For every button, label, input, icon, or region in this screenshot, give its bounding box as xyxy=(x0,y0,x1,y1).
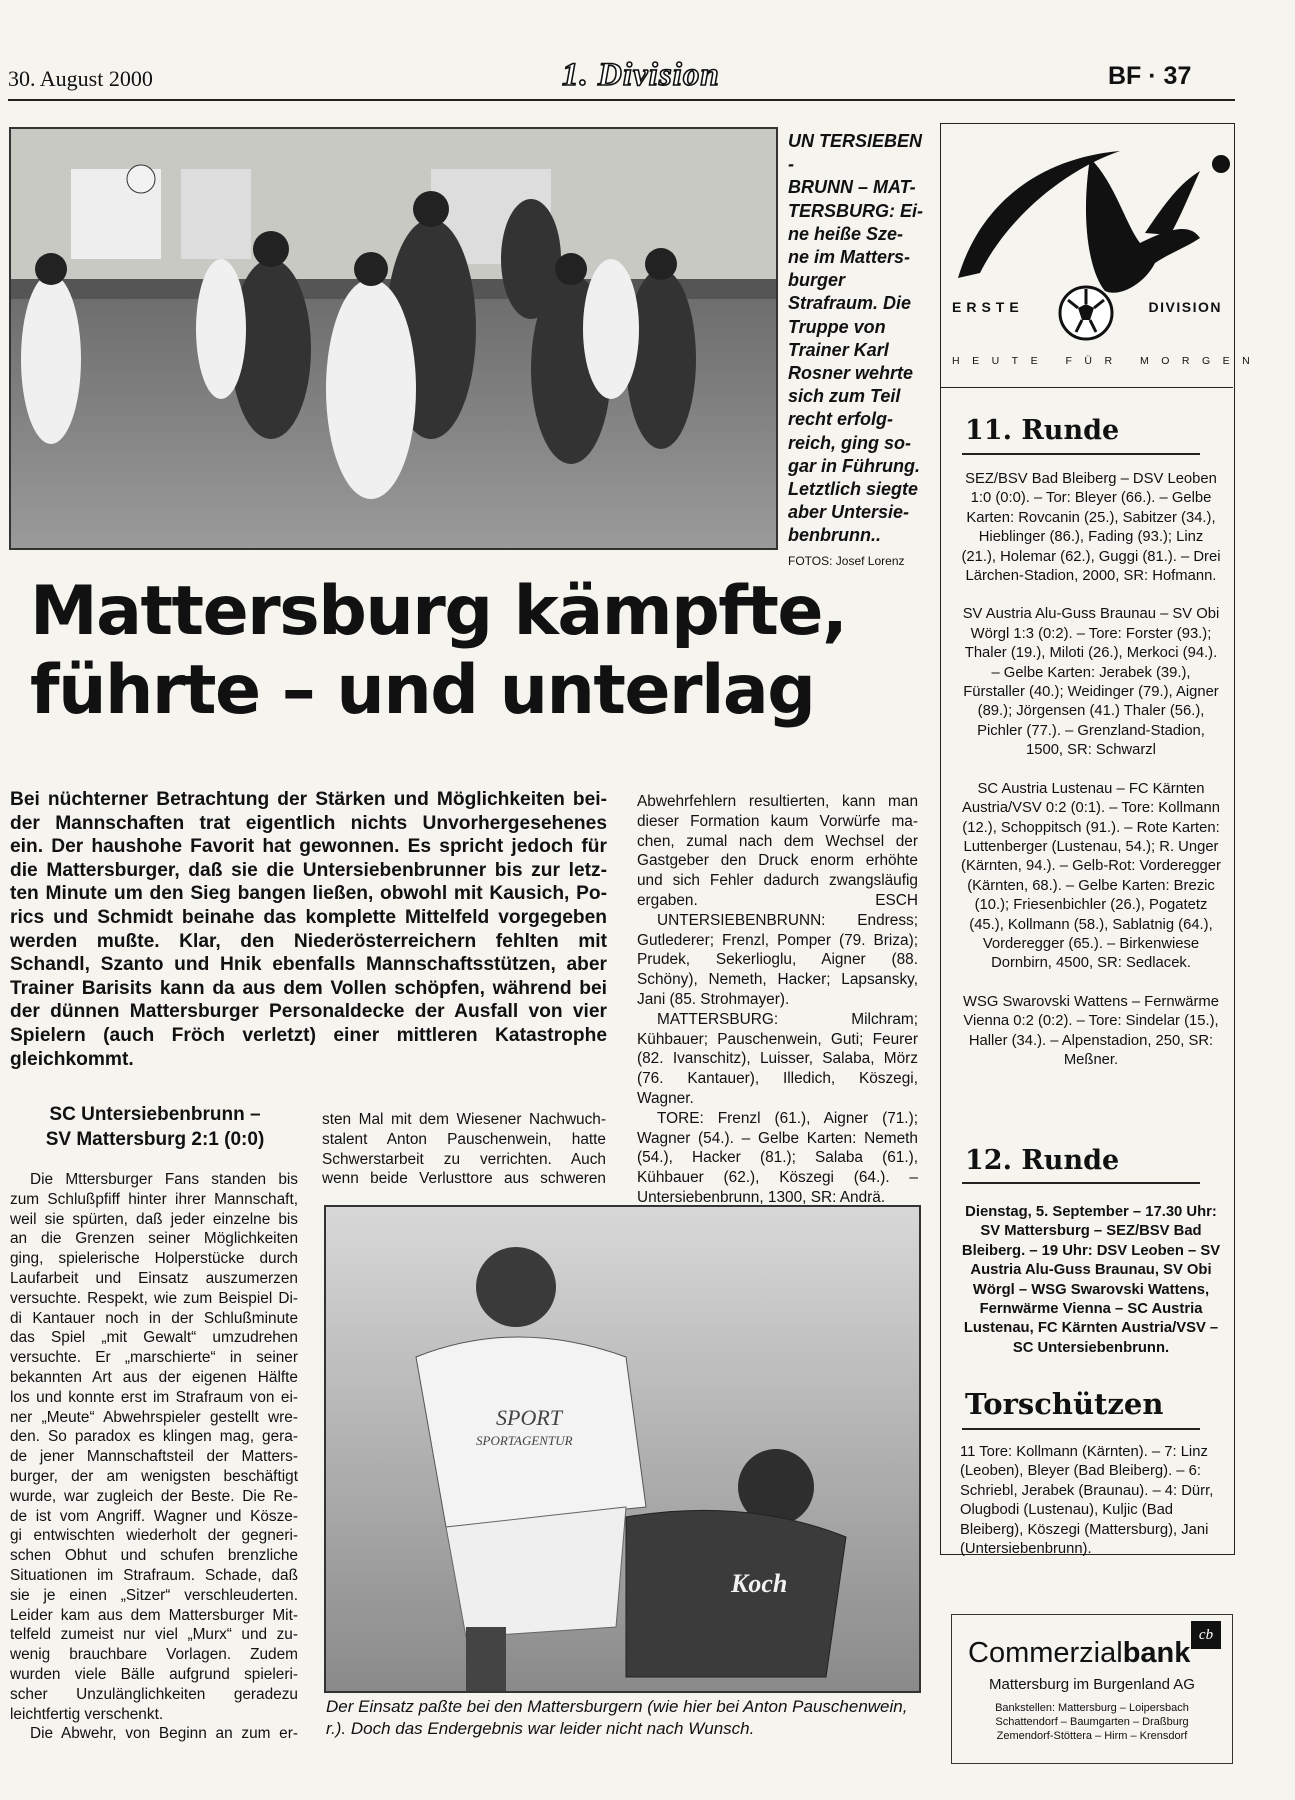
football-icon xyxy=(1056,284,1116,347)
page-number: BF · 37 xyxy=(1108,62,1192,90)
caption-line: sich zum Teil xyxy=(788,386,901,407)
shirt-sponsor-koch: Koch xyxy=(731,1569,788,1598)
body-line: Die Mttersburger Fans standen bis xyxy=(30,1171,298,1188)
bank-name xyxy=(968,1637,1190,1670)
round-12-rule xyxy=(962,1182,1200,1184)
headline-line-1: Mattersburg kämpfte, xyxy=(30,572,847,651)
top-photo-image xyxy=(11,129,776,548)
lead-line: gleichkommt. xyxy=(10,1048,134,1070)
scorers-rule xyxy=(962,1428,1200,1430)
caption-line: Truppe von xyxy=(788,316,886,337)
body-line: an die Grenzen seiner Möglichkeiten xyxy=(10,1230,298,1248)
body-line: stalent Anton Pauschenwein, hatte xyxy=(322,1130,606,1148)
bank-branches-line-2: Schattendorf – Baumgarten – Draßburg xyxy=(995,1716,1189,1728)
body-line: de jener Mannschaftsteil der Matters- xyxy=(10,1448,298,1466)
body-line: gi entwischten wiederholt der gegneri- xyxy=(10,1527,298,1545)
body-line: wurden viele Bälle aufgrund spieleri- xyxy=(10,1665,298,1683)
bank-name-regular: Commerzial xyxy=(968,1637,1123,1669)
body-line: wenig brauchbare Vorlagen. Zudem xyxy=(10,1646,298,1664)
lead-line: die Mattersburger, daß sie die Untersiebenbrunner bis zur letz- xyxy=(10,859,607,881)
bank-logo-icon: cb xyxy=(1191,1621,1221,1649)
caption-line: burger xyxy=(788,270,846,291)
author-initials: ESCH xyxy=(875,891,918,909)
scorers-title: Torschützen xyxy=(965,1387,1164,1421)
lead-line: der dünnen Mattersburger Personaldecke der Ausfall von vier xyxy=(10,1001,607,1023)
lead-line: rics und Schmidt beinahe das komplette Mittelfeld vorgegeben xyxy=(10,906,607,928)
logo-slogan: HEUTE FÜR MORGEN xyxy=(952,355,1263,367)
bank-advertisement xyxy=(951,1614,1233,1764)
caption-line: benbrunn.. xyxy=(788,525,881,546)
caption-line: ne heiße Sze- xyxy=(788,223,904,244)
body-line: Laufarbeit und Einsatz auszumerzen xyxy=(10,1269,298,1287)
body-line: wurde, war zugleich der Beste. Die Re- xyxy=(10,1487,298,1505)
bank-subtitle: Mattersburg im Burgenland AG xyxy=(989,1676,1195,1693)
body-line: de ist vom Angriff. Wagner und Kösze- xyxy=(10,1507,298,1525)
body-line: los und konnte erst im Strafraum von ei- xyxy=(10,1388,298,1406)
lead-line: ten Minute um den Sieg bangen ließen, obwohl mit Kausich, Po- xyxy=(10,883,607,905)
caption-line: BRUNN – MAT- xyxy=(788,177,916,198)
goals-and-cards: TORE: Frenzl (61.), Aigner (71.); Wagner (54.). – Gelbe Karten: Nemeth (54.), Hacker (81.); Salaba (61.), Kühbauer (62.), Köszegi (64.). – Untersiebenbrunn, 1300, SR: Andrä. xyxy=(637,1109,918,1206)
scorers-list: 11 Tore: Kollmann (Kärnten). – 7: Linz (Leoben), Bleyer (Bad Bleiberg). – 6: Schriebl, Jerabek (Braunau). – 4: Dürr, Olugbodi (Lustenau), Kuljic (Bad Bleiberg), Köszegi (Mattersburg), Jani (Untersiebenbrunn). xyxy=(960,1444,1214,1558)
round-12-schedule: Dienstag, 5. September – 17.30 Uhr: SV Mattersburg – SEZ/BSV Bad Bleiberg. – 19 Uhr: DSV Leoben – SV Austria Alu-Guss Braunau, SV Obi Wörgl – WSG Swarovski Wattens, Fernwärme Vienna – SC Austria Lustenau, FC Kärnten Austria/VSV – SC Untersiebenbrunn. xyxy=(961,1204,1221,1356)
erste-division-logo xyxy=(940,123,1263,388)
body-line: scher Unzulänglichkeiten geradezu xyxy=(10,1685,298,1703)
body-line: versuchte. Respekt, wie zum Beispiel Di- xyxy=(10,1289,298,1307)
lead-line: Trainer Barisits kann da aus dem Vollen schöpfen, während bei xyxy=(10,977,607,999)
caption-line: Rosner wehrte xyxy=(788,363,914,384)
body-line: Situationen im Strafraum. Schade, daß xyxy=(10,1566,298,1584)
lead-line: Bei nüchterner Betrachtung der Stärken und Möglichkeiten bei- xyxy=(10,789,607,810)
header-rule xyxy=(8,99,1235,101)
issue-date: 30. August 2000 xyxy=(8,66,153,91)
body-line: den. So paradox es klingen mag, gera- xyxy=(10,1428,298,1446)
match-result: WSG Swarovski Wattens – Fernwärme Vienna 0:2 (0:2). – Tore: Sindelar (15.), Haller (34.). – Alpenstadion, 250, SR: Meßner. xyxy=(963,993,1219,1068)
article-headline xyxy=(30,572,900,730)
body-line: ergaben. xyxy=(637,891,698,909)
body-line: burger, der am wenigsten beschäftigt xyxy=(10,1467,298,1485)
caption-line: Strafraum. Die xyxy=(788,293,912,314)
caption-line: Letztlich siegte xyxy=(788,479,919,500)
logo-word-division: DIVISION xyxy=(1148,299,1222,315)
body-line: Schwerstarbeit zu verrichten. Auch xyxy=(322,1150,606,1168)
logo-word-erste: ERSTE xyxy=(952,299,1024,315)
body-line: di Kantauer noch in der Schlußminute xyxy=(10,1309,298,1327)
body-line: versuchte. Er „marschierte“ in seiner xyxy=(10,1349,298,1367)
lead-line: Schandl, Szanto und Hnik ebenfalls Mannschaftsstützen, aber xyxy=(10,954,607,976)
bottom-photo-caption: Der Einsatz paßte bei den Mattersburgern (wie hier bei Anton Pauschenwein, r.). Doch das Endergebnis war leider nicht nach Wunsch. xyxy=(326,1697,908,1738)
body-line: zum Schlußpfiff hinter ihrer Mannschaft, xyxy=(10,1190,298,1208)
caption-line: recht erfolg- xyxy=(788,409,894,430)
caption-line: reich, ging so- xyxy=(788,432,912,453)
bank-branches-line-1: Bankstellen: Mattersburg – Loipersbach xyxy=(995,1702,1189,1714)
caption-line: aber Untersie- xyxy=(788,502,910,523)
photo-credit: FOTOS: Josef Lorenz xyxy=(788,553,905,568)
top-photo xyxy=(9,127,778,550)
body-line: bekannten Art aus der eigenen Hälfte xyxy=(10,1368,298,1386)
lead-line: Spielern (auch Fröch verletzt) einer mittleren Katastrophe xyxy=(10,1024,607,1046)
section-title: 1. Division xyxy=(562,57,720,93)
shirt-sponsor-subtext: SPORTAGENTUR xyxy=(476,1433,573,1448)
shirt-sponsor-text: SPORT xyxy=(496,1405,562,1430)
body-line: das Spiel „mit Gewalt“ umzudrehen xyxy=(10,1329,298,1347)
caption-line: Trainer Karl xyxy=(788,339,889,360)
body-line: dieser Formation kaum Vorwürfe ma- xyxy=(637,812,918,830)
article-column-2 xyxy=(322,1110,606,1189)
lead-line: der Mannschaften trat eigentlich nichts Unvorhergesehenes xyxy=(10,812,607,834)
round-12-title: 12. Runde xyxy=(965,1145,1120,1176)
body-line: telfeld zumeist nur viel „Murx“ und zu- xyxy=(10,1626,298,1644)
caption-line: gar in Führung. xyxy=(788,455,920,476)
match-subhead-line-2: SV Mattersburg 2:1 (0:0) xyxy=(45,1129,265,1150)
bottom-photo-image xyxy=(326,1207,919,1691)
lead-line: werden mußte. Klar, den Niederösterreichern fehlten mit xyxy=(10,930,607,952)
article-column-3 xyxy=(637,792,918,1208)
caption-line: UN TERSIEBEN - xyxy=(788,131,923,175)
bank-branches xyxy=(952,1701,1232,1743)
match-result: SV Austria Alu-Guss Braunau – SV Obi Wörgl 1:3 (0:2). – Tore: Forster (93.); Thaler (19.), Miloti (26.), Merkoci (94.). – Gelbe Karten: Jerabek (39.), Fürstaller (40.); Weidinger (79.), Aigner (89.); Jörgensen (41.) Thaler (56.), Pichler (77.). – Grenzland-Stadion, 1500, SR: Schwarzl xyxy=(962,606,1220,759)
body-line: Abwehrfehlern resultierten, kann man xyxy=(637,793,918,810)
body-line: Die Abwehr, von Beginn an zum er- xyxy=(30,1725,298,1743)
match-subhead-line-1: SC Untersiebenbrunn – xyxy=(49,1104,261,1125)
match-subhead xyxy=(10,1102,300,1152)
body-line: Gastgeber den Druck enorm erhöhte xyxy=(637,852,918,870)
lead-line: ein. Der haushohe Favorit hat gewonnen. Es spricht jedoch für xyxy=(10,836,607,858)
body-line: sie je einen „Sitzer“ verschleuderten. xyxy=(10,1586,298,1604)
bank-name-bold: bank xyxy=(1122,1637,1191,1669)
body-line: schen Obhut und schufen brenzliche xyxy=(10,1547,298,1565)
article-lead xyxy=(10,788,607,1071)
body-line: und sich Fehler dadurch zwangsläufig xyxy=(637,872,918,890)
lineup-untersiebenbrunn: UNTERSIEBENBRUNN: Endress; Gutlederer; Frenzl, Pomper (79. Briza); Prudek, Sekerlioglu, Aigner (88. Schöny), Nemeth, Hacker; Lapsansky, Jani (85. Strohmayer). xyxy=(637,911,918,1008)
body-line: leichtfertig verschenkt. xyxy=(10,1705,164,1723)
headline-line-2: führte – und unterlag xyxy=(30,651,815,730)
body-line: weil sie spürten, daß jeder einzelne bis xyxy=(10,1210,298,1228)
lineup-mattersburg: MATTERSBURG: Milchram; Kühbauer; Pauschenwein, Guti; Feurer (82. Ivanschitz), Luisser, Salaba, Mörz (76. Kantauer), Illedich, Köszegi, Wagner. xyxy=(637,1010,918,1107)
caption-line: ne im Matters- xyxy=(788,247,911,268)
body-line: sten Mal mit dem Wiesener Nachwuch- xyxy=(322,1111,606,1128)
body-line: wenn beide Verlusttore aus schweren xyxy=(322,1170,606,1188)
caption-line: TERSBURG: Ei- xyxy=(788,200,923,221)
top-photo-caption xyxy=(788,130,928,573)
match-result: SEZ/BSV Bad Bleiberg – DSV Leoben 1:0 (0:0). – Tor: Bleyer (66.). – Gelbe Karten: Rovcanin (25.), Sabitzer (34.), Hieblinger (86.), Fading (93.); Linz (21.), Holemar (62.), Guggi (81.). – Drei Lärchen-Stadion, 2000, SR: Hofmann. xyxy=(961,471,1221,585)
kicker-silhouette-icon xyxy=(940,123,1263,387)
bottom-photo xyxy=(324,1205,921,1693)
article-column-1 xyxy=(10,1170,298,1744)
body-line: chen, zumal nach dem Wechsel der xyxy=(637,832,918,850)
body-line: Leider kam aus dem Mattersburger Mit- xyxy=(10,1606,298,1624)
body-line: ging, spielerische Holperstücke durch xyxy=(10,1250,298,1268)
round-11-results xyxy=(960,470,1222,1089)
bank-branches-line-3: Zemendorf-Stöttera – Hirm – Krensdorf xyxy=(996,1730,1188,1742)
round-11-title: 11. Runde xyxy=(965,415,1120,446)
round-11-rule xyxy=(962,453,1200,455)
body-line: ner „Meute“ Abwehrspieler gestellt wre- xyxy=(10,1408,298,1426)
match-result: SC Austria Lustenau – FC Kärnten Austria/VSV 0:2 (0:1). – Tore: Kollmann (12.), Schoppitsch (91.). – Rote Karten: Luttenberger (Lustenau, 54.); R. Unger (Kärnten, 94.). – Gelb-Rot: Vorderegger (Kärnten, 68.). – Gelbe Karten: Brezic (10.); Friesenbichler (26.), Pogatetz (45.), Kollmann (58.), Sablatnig (64.), Vorderegger (65.). – Birkenwiese Dornbirn, 4500, SR: Sedlacek. xyxy=(961,780,1221,972)
